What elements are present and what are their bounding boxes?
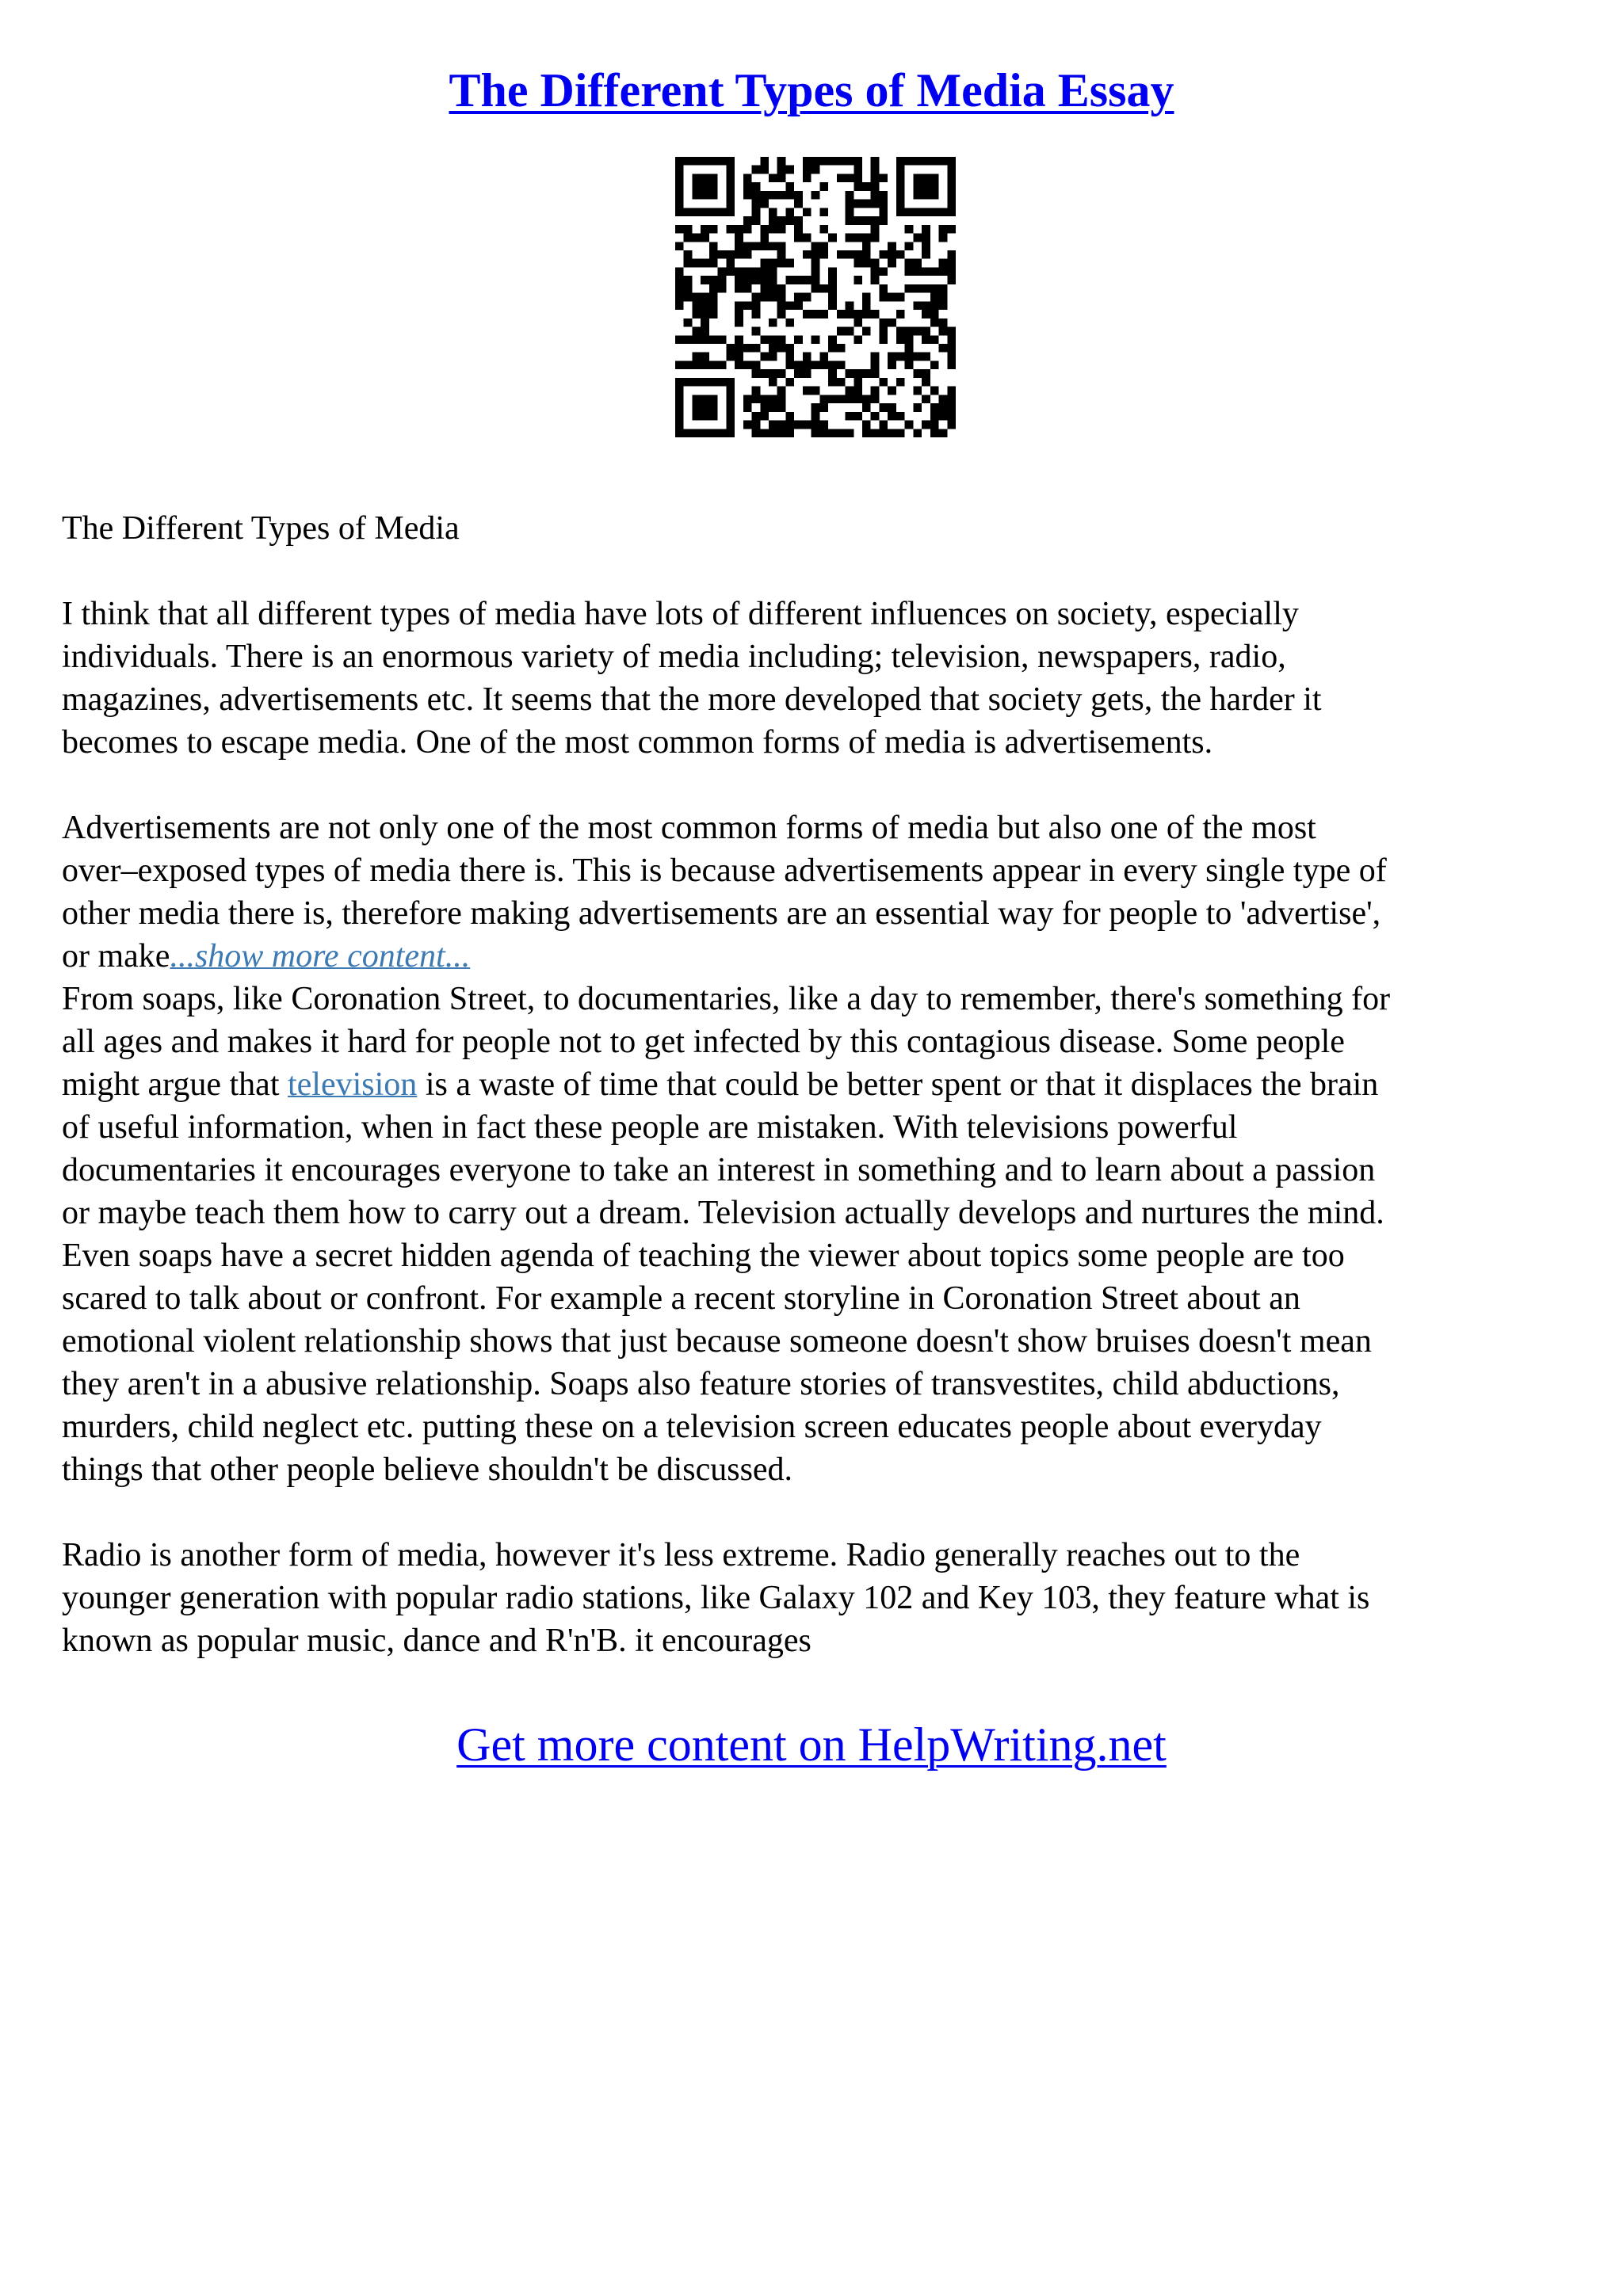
paragraph-1-line: individuals. There is an enormous variety of media including; television, newspapers, radio, <box>62 639 1286 675</box>
paragraph-4-line: younger generation with popular radio stations, like Galaxy 102 and Key 103, they feature what is <box>62 1580 1370 1616</box>
footer <box>0 1713 1623 1776</box>
paragraph-3-line: emotional violent relationship shows that just because someone doesn't show bruises doesn't mean <box>62 1323 1372 1360</box>
paragraph-3-line-with-link <box>62 1063 1568 1106</box>
paragraph-3-line: scared to talk about or confront. For example a recent storyline in Coronation Street about an <box>62 1280 1300 1317</box>
paragraph-3-line: documentaries it encourages everyone to take an interest in something and to learn about a passion <box>62 1152 1376 1188</box>
get-more-content-link[interactable]: Get more content on HelpWriting.net <box>456 1718 1167 1771</box>
paragraph-3-line: From soaps, like Coronation Street, to documentaries, like a day to remember, there's something for <box>62 981 1391 1017</box>
paragraph-3-line: murders, child neglect etc. putting these on a television screen educates people about everyday <box>62 1409 1322 1445</box>
qr-code-icon <box>675 157 956 437</box>
paragraph-2-line: Advertisements are not only one of the most common forms of media but also one of the most <box>62 810 1316 846</box>
paragraph-3-suffix: is a waste of time that could be better spent or that it displaces the brain <box>417 1066 1379 1103</box>
paragraph-3-line: all ages and makes it hard for people not to get infected by this contagious disease. Some people <box>62 1024 1345 1060</box>
paragraph-2-last-prefix: or make <box>62 938 170 974</box>
paragraph-3-prefix: might argue that <box>62 1066 288 1103</box>
paragraph-2-last-line <box>62 935 1568 978</box>
paragraph-1-line: becomes to escape media. One of the most common forms of media is advertisements. <box>62 724 1213 761</box>
paragraph-3-line: or maybe teach them how to carry out a dream. Television actually develops and nurtures the mind. <box>62 1195 1384 1231</box>
paragraph-3-line: they aren't in a abusive relationship. Soaps also feature stories of transvestites, child abductions, <box>62 1366 1340 1402</box>
paragraph-3-line: things that other people believe shouldn't be discussed. <box>62 1451 793 1488</box>
paragraph-1-line: magazines, advertisements etc. It seems that the more developed that society gets, the harder it <box>62 681 1322 718</box>
television-link[interactable]: television <box>288 1066 418 1103</box>
paragraph-3-line: of useful information, when in fact these people are mistaken. With televisions powerful <box>62 1109 1238 1146</box>
paragraph-4-line: Radio is another form of media, however it's less extreme. Radio generally reaches out to the <box>62 1537 1300 1573</box>
document-title <box>0 59 1623 122</box>
paragraph-2-line: other media there is, therefore making advertisements are an essential way for people to 'advertise', <box>62 895 1381 932</box>
title-link[interactable]: The Different Types of Media Essay <box>449 64 1174 116</box>
essay-heading: The Different Types of Media <box>62 510 460 547</box>
show-more-link[interactable]: ...show more content... <box>170 938 471 974</box>
essay-body <box>62 507 1568 1662</box>
paragraph-2-line: over–exposed types of media there is. This is because advertisements appear in every single type of <box>62 852 1387 889</box>
paragraph-4-line: known as popular music, dance and R'n'B. it encourages <box>62 1623 812 1659</box>
paragraph-1-line: I think that all different types of media have lots of different influences on society, especially <box>62 596 1299 632</box>
paragraph-3-line: Even soaps have a secret hidden agenda of teaching the viewer about topics some people are too <box>62 1238 1345 1274</box>
